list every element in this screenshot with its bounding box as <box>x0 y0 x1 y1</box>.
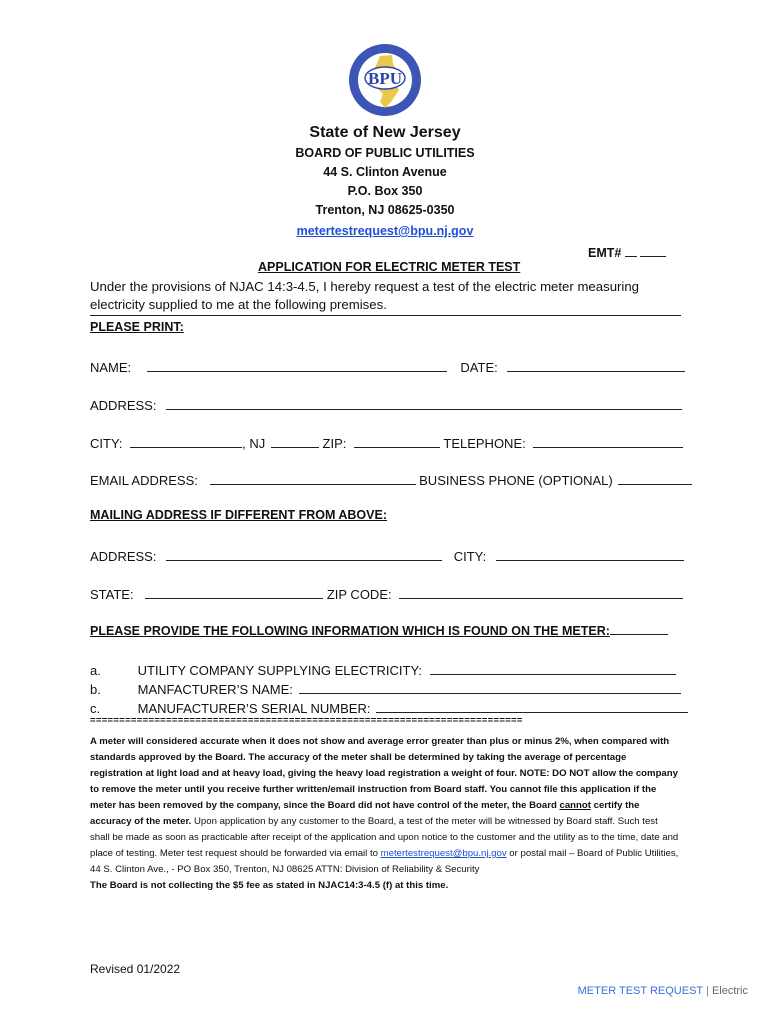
business-phone-input-line[interactable] <box>618 470 692 485</box>
board-name: BOARD OF PUBLIC UTILITIES <box>295 146 475 160</box>
city-state-zip: Trenton, NJ 08625-0350 <box>315 203 455 217</box>
bpu-seal-logo <box>347 42 423 118</box>
emt-field <box>588 242 666 260</box>
po-box: P.O. Box 350 <box>347 184 423 198</box>
date-label: DATE: <box>460 360 498 375</box>
mailing-city-input-line[interactable] <box>496 546 684 561</box>
mailing-city-label: CITY: <box>453 549 487 564</box>
meter-item-letter: c. <box>90 701 101 716</box>
city-zip-phone-row <box>90 433 678 451</box>
email-business-row <box>90 470 678 488</box>
intro-text: Under the provisions of NJAC 14:3-4.5, I hereby request a test of the electric meter measuring electricity supplied to me at the following premises. <box>90 279 640 312</box>
email-input-line[interactable] <box>210 470 416 485</box>
business-phone-label: BUSINESS PHONE (OPTIONAL) <box>419 473 613 488</box>
mailing-state-zip-row <box>90 584 678 602</box>
header-email-wrap <box>0 222 770 240</box>
meter-item-c <box>90 698 678 716</box>
name-label: NAME: <box>90 360 132 375</box>
meter-item-a <box>90 660 678 678</box>
form-title: APPLICATION FOR ELECTRIC METER TEST <box>258 260 521 274</box>
mailing-zip-label: ZIP CODE: <box>326 587 392 602</box>
footer-category: Electric <box>711 985 748 997</box>
mailing-state-input-line[interactable] <box>145 584 323 599</box>
seal-text: BPU <box>368 69 402 88</box>
telephone-input-line[interactable] <box>533 433 683 448</box>
city-label: CITY: <box>90 436 123 451</box>
fine-print <box>90 734 680 894</box>
emt-label: EMT# <box>588 246 625 260</box>
name-input-line[interactable] <box>147 357 447 372</box>
nj-input-line[interactable] <box>271 433 319 448</box>
date-input-line[interactable] <box>507 357 685 372</box>
address-label: ADDRESS: <box>90 398 157 413</box>
zip-label: ZIP: <box>322 436 347 451</box>
meter-item-b <box>90 679 678 697</box>
meter-item-label: MANUFACTURER’S SERIAL NUMBER: <box>137 701 371 716</box>
fine-print-email-link[interactable]: metertestrequest@bpu.nj.gov <box>380 848 507 859</box>
meter-item-letter: b. <box>90 682 101 697</box>
mailing-address-city-row <box>90 546 678 564</box>
zip-input-line[interactable] <box>354 433 440 448</box>
meter-heading-text: PLEASE PROVIDE THE FOLLOWING INFORMATION WHICH IS FOUND ON THE METER: <box>90 624 610 638</box>
mailing-zip-input-line[interactable] <box>399 584 683 599</box>
meter-heading-line <box>610 622 668 635</box>
meter-item-label: UTILITY COMPANY SUPPLYING ELECTRICITY: <box>137 663 423 678</box>
header-email-link[interactable]: metertestrequest@bpu.nj.gov <box>296 224 474 238</box>
revised-date: Revised 01/2022 <box>90 962 181 976</box>
city-input-line[interactable] <box>130 433 242 448</box>
meter-item-letter: a. <box>90 663 101 678</box>
mailing-heading: MAILING ADDRESS IF DIFFERENT FROM ABOVE: <box>90 508 387 522</box>
email-label: EMAIL ADDRESS: <box>90 473 198 488</box>
postal-mail-text: or postal mail – Board of Public Utilities, 44 S. Clinton Ave., - PO Box 350, Trenton, NJ 08625 ATTN: Division of Reliability & Security <box>90 848 679 875</box>
meter-item-label: MANFACTURER’S NAME: <box>137 682 293 697</box>
separator-line: ========================================================================== <box>90 715 523 726</box>
street-address: 44 S. Clinton Avenue <box>323 165 447 179</box>
meter-heading <box>90 622 668 638</box>
name-date-row <box>90 357 678 375</box>
mailing-state-label: STATE: <box>90 587 134 602</box>
utility-company-input-line[interactable] <box>430 660 676 675</box>
test-procedure-text: Upon application by any customer to the Board, a test of the meter will be witnessed by Board staff. Such test shall be made as soon as practicable after receipt of the application and upon notice to the customer and the utility as to the time, date and place of testing. Meter test request should be forwarded via email to <box>90 816 679 859</box>
state-title: State of New Jersey <box>309 124 461 141</box>
footer-separator: | <box>702 985 712 997</box>
mailing-address-input-line[interactable] <box>166 546 442 561</box>
fee-note: The Board is not collecting the $5 fee as stated in NJAC14:3-4.5 (f) at this time. <box>90 880 449 891</box>
emt-input-line[interactable] <box>625 242 637 257</box>
please-print-label: PLEASE PRINT: <box>90 320 184 334</box>
accuracy-notice: A meter will considered accurate when it does not show and average error greater than plus or minus 2%, when compared with standards approved by the Board. The accuracy of the meter shall be determined by taking the average of percentage registration at light load and at heavy load, giving the heavy load registration a weight of four. NOTE: DO NOT allow the company to remove the meter until you receive further written/email instruction from Board staff. You cannot file this application if the meter has been removed by the company, since the Board did not have control of the meter, the Board <box>90 736 678 811</box>
page-footer <box>520 985 748 997</box>
accuracy-notice-end: certify the accuracy of the meter. <box>90 800 640 827</box>
address-input-line[interactable] <box>166 395 682 410</box>
serial-number-input-line[interactable] <box>376 698 688 713</box>
mailing-address-label: ADDRESS: <box>90 549 157 564</box>
intro-divider <box>90 315 681 316</box>
manufacturer-input-line[interactable] <box>299 679 681 694</box>
footer-doc-name: METER TEST REQUEST <box>577 985 703 997</box>
address-row <box>90 395 678 413</box>
cannot-emphasis: cannot <box>559 800 591 811</box>
telephone-label: TELEPHONE: <box>443 436 526 451</box>
emt-input-line-2[interactable] <box>640 242 666 257</box>
nj-label: , NJ <box>242 436 266 451</box>
